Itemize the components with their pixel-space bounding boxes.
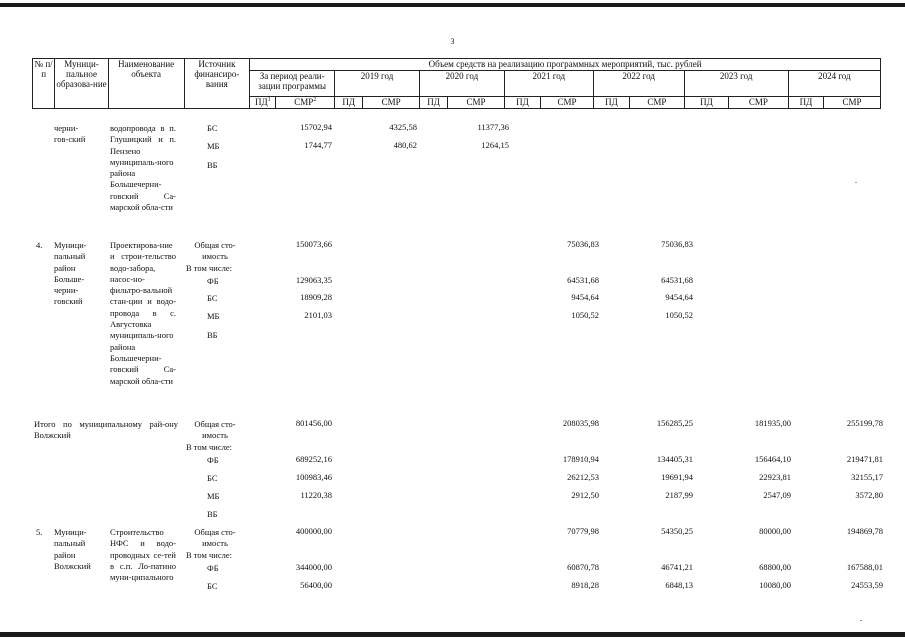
- header-pd: ПД: [593, 97, 629, 109]
- header-year-2023: 2023 год: [684, 71, 788, 97]
- header-pd: ПД: [419, 97, 447, 109]
- source-label: ВБ: [207, 509, 218, 519]
- row-number: 5.: [36, 527, 43, 537]
- header-period-total: За период реали-зации программы: [250, 71, 335, 97]
- source-label: БС: [207, 473, 218, 483]
- header-volume: Объем средств на реализацию программных мероприятий, тыс. рублей: [250, 59, 881, 71]
- total-cost-label: Общая сто-имость: [194, 419, 236, 441]
- value-2021: 9454,64: [571, 292, 599, 302]
- municipality-text: Муници-пальный район Волжский: [54, 527, 91, 571]
- scan-speck: [855, 182, 857, 183]
- value-total: 18909,28: [300, 292, 332, 302]
- value-2021: 26212,53: [567, 472, 599, 482]
- header-pd-total: $ПД^1$: [250, 97, 276, 109]
- object-text: Проектирова-ние и строи-тельство водо-забора, насос-но-фильтро-вальной стан-ции и водо-провода в с. Августовка муниципаль-ного района Большечерни-говский Са-марской обла-сти: [110, 240, 176, 386]
- source-label: ФБ: [207, 276, 219, 286]
- source-label: ФБ: [207, 563, 219, 573]
- value-2024: 167588,01: [846, 562, 883, 572]
- header-year-2021: 2021 год: [504, 71, 593, 97]
- header-smr: СМР: [824, 97, 881, 109]
- value-2022: 9454,64: [665, 292, 693, 302]
- value-2023: 156464,10: [754, 454, 791, 464]
- value-total: 56400,00: [300, 580, 332, 590]
- header-year-2020: 2020 год: [419, 71, 504, 97]
- header-num: № п/п: [33, 59, 55, 109]
- value-2023: 80000,00: [759, 526, 791, 536]
- value-2022: 46741,21: [661, 562, 693, 572]
- value-2020: 11377,36: [477, 122, 509, 132]
- header-smr: СМР: [630, 97, 685, 109]
- header-pd: ПД: [504, 97, 540, 109]
- value-2021: 178910,94: [562, 454, 599, 464]
- value-2022: 75036,83: [661, 239, 693, 249]
- value-total: 11220,38: [300, 490, 332, 500]
- value-total: 150073,66: [295, 239, 332, 249]
- value-2023: 10080,00: [759, 580, 791, 590]
- header-pd: ПД: [684, 97, 728, 109]
- value-2024: 3572,80: [855, 490, 883, 500]
- value-2023: 22923,81: [759, 472, 791, 482]
- value-2023: 68800,00: [759, 562, 791, 572]
- header-year-2019: 2019 год: [335, 71, 420, 97]
- value-2024: 194869,78: [846, 526, 883, 536]
- value-total: 689252,16: [295, 454, 332, 464]
- header-source: Источник финансиро-вания: [184, 59, 250, 109]
- total-cost-label: Общая сто-имость: [194, 527, 236, 549]
- value-2024: 32155,17: [851, 472, 883, 482]
- source-label: БС: [207, 293, 218, 303]
- value-total: 129063,35: [295, 275, 332, 285]
- value-2023: 2547,09: [763, 490, 791, 500]
- value-2022: 6848,13: [665, 580, 693, 590]
- top-border: [0, 3, 905, 7]
- value-2021: 64531,68: [567, 275, 599, 285]
- page-number: 3: [450, 37, 455, 46]
- value-total: 100983,46: [295, 472, 332, 482]
- source-label: ВБ: [207, 330, 218, 340]
- value-2022: 134405,31: [656, 454, 693, 464]
- municipality-text: черни-гов-ский: [54, 123, 86, 145]
- header-year-2022: 2022 год: [593, 71, 684, 97]
- source-label: БС: [207, 123, 218, 133]
- value-2021: 70779,98: [567, 526, 599, 536]
- value-2024: 255199,78: [846, 418, 883, 428]
- source-label: БС: [207, 581, 218, 591]
- value-total: 400000,00: [295, 526, 332, 536]
- value-2019: 480,62: [393, 140, 417, 150]
- source-label: МБ: [207, 311, 220, 321]
- value-2021: 1050,52: [571, 310, 599, 320]
- value-total: 1744,77: [304, 140, 332, 150]
- header-pd: ПД: [788, 97, 823, 109]
- value-2024: 219471,81: [846, 454, 883, 464]
- source-label: ВБ: [207, 160, 218, 170]
- scan-speck: [860, 620, 862, 621]
- value-2022: 2187,99: [665, 490, 693, 500]
- value-total: 15702,94: [300, 122, 332, 132]
- value-2024: 24553,59: [851, 580, 883, 590]
- source-label: МБ: [207, 141, 220, 151]
- header-smr: СМР: [729, 97, 789, 109]
- including-label: В том числе:: [186, 550, 232, 560]
- value-2022: 1050,52: [665, 310, 693, 320]
- value-2020: 1264,15: [481, 140, 509, 150]
- value-total: 2101,03: [304, 310, 332, 320]
- municipality-text: Муници-пальный район Больше-черни-говский: [54, 240, 87, 307]
- value-2021: 8918,28: [571, 580, 599, 590]
- value-2021: 2912,50: [571, 490, 599, 500]
- header-year-2024: 2024 год: [788, 71, 880, 97]
- header-smr: СМР: [363, 97, 420, 109]
- value-2021: 60870,78: [567, 562, 599, 572]
- value-2022: 54350,25: [661, 526, 693, 536]
- value-2022: 19691,94: [661, 472, 693, 482]
- including-label: В том числе:: [186, 263, 232, 273]
- header-municipality: Муници-пальное образова-ние: [55, 59, 109, 109]
- including-label: В том числе:: [186, 442, 232, 452]
- value-2023: 181935,00: [754, 418, 791, 428]
- value-2022: 64531,68: [661, 275, 693, 285]
- row-number: 4.: [36, 240, 43, 250]
- value-2021: 75036,83: [567, 239, 599, 249]
- header-object: Наименование объекта: [108, 59, 184, 109]
- value-total: 344000,00: [295, 562, 332, 572]
- value-2022: 156285,25: [656, 418, 693, 428]
- value-2019: 4325,58: [389, 122, 417, 132]
- table-header: [32, 58, 881, 109]
- source-label: ФБ: [207, 455, 219, 465]
- value-2021: 208035,98: [562, 418, 599, 428]
- header-smr-total: СМР$^2$: [276, 97, 335, 109]
- source-label: МБ: [207, 491, 220, 501]
- object-text: водопровода в п. Глушицкий и п. Пензено муниципаль-ного района Большечерни-говский Са-марской обла-сти: [110, 123, 176, 213]
- district-total-label: Итого по муниципальному рай-ону Волжский: [34, 419, 178, 441]
- header-smr: СМР: [541, 97, 594, 109]
- header-pd: ПД: [335, 97, 363, 109]
- object-text: Строительство НФС и водо-проводных се-тей в с.п. Ло-патино муни-ципального: [110, 527, 176, 583]
- total-cost-label: Общая сто-имость: [194, 240, 236, 262]
- value-total: 801456,00: [295, 418, 332, 428]
- bottom-border: [0, 632, 905, 637]
- header-smr: СМР: [448, 97, 505, 109]
